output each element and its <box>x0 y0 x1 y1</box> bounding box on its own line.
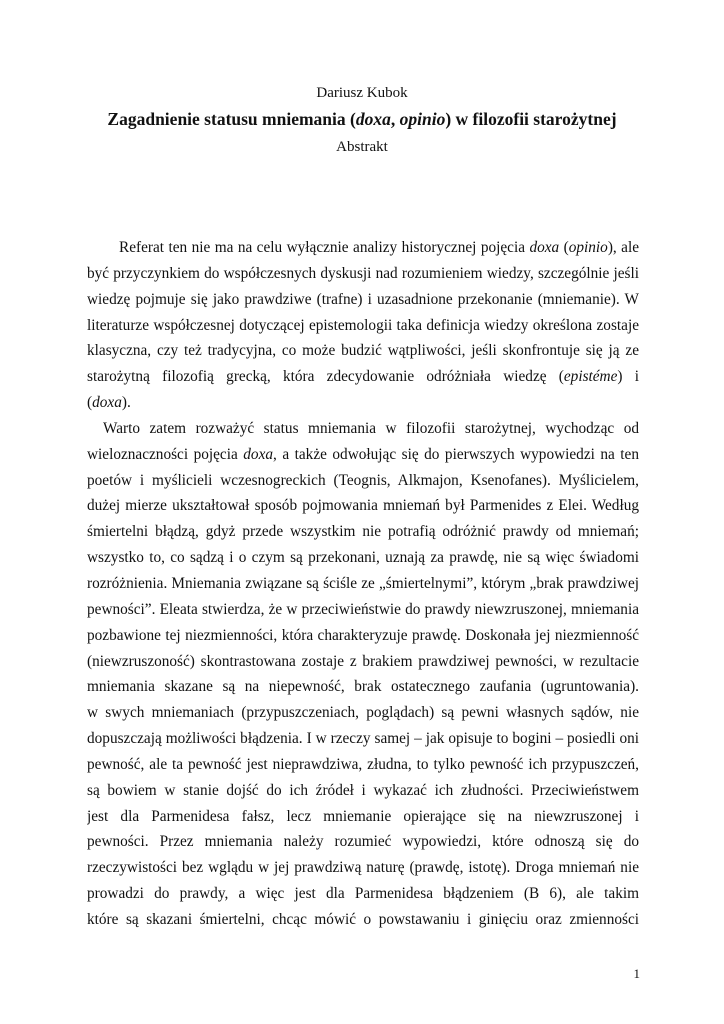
text-run: wieloznaczności pojęcia <box>87 445 244 463</box>
title-part-1: Zagadnienie statusu mniemania ( <box>107 109 356 129</box>
title-part-2: ) w filozofii starożytnej <box>445 109 617 129</box>
text-line <box>87 390 639 416</box>
text-run: ) i <box>617 368 639 386</box>
text-line: Warto zatem rozważyć status mniemania w filozofii starożytnej, wychodząc od <box>103 419 639 437</box>
text-line <box>87 364 639 390</box>
italic-term: doxa <box>92 394 122 412</box>
title-comma: , <box>390 109 400 129</box>
italic-term: doxa <box>243 445 274 463</box>
title-doxa: doxa <box>355 109 391 129</box>
text-line: pewność, ale ta pewność jest nieprawdziwa, złudna, to tylko pewność ich przypuszczeń, <box>87 755 639 773</box>
text-line: pewności”. Eleata stwierdza, że w przeciwieństwie do prawdy niewzruszonej, mniemania <box>87 600 639 618</box>
text-run: ( <box>559 239 569 256</box>
text-line: dopuszczają możliwości błądzenia. I w rzeczy samej – jak opisuje to bogini – posiedli oni <box>87 730 639 748</box>
italic-term: epistéme <box>563 368 618 386</box>
text-run: ( <box>87 394 93 412</box>
text-line: są bowiem w stanie dojść do ich źródeł i wykazać ich złudności. Przeciwieństwem <box>87 781 639 799</box>
text-line: które są skazani śmiertelni, chcąc mówić o powstawaniu i ginięciu oraz zmienności <box>87 910 639 928</box>
text-line <box>87 235 639 261</box>
text-line: dużej mierze ukształtował sposób pojmowania mniemań był Parmenides z Elei. Według <box>87 497 639 515</box>
abstract-body <box>87 235 639 933</box>
text-line: klasyczna, czy też tradycyjna, co może budzić wątpliwości, jeśli skonfrontuje się ją ze <box>87 342 639 360</box>
page-number: 1 <box>633 966 640 981</box>
text-line: pewności. Przez mniemania należy rozumieć wypowiedzi, które odnoszą się do <box>87 833 639 851</box>
text-line: pozbawione tej niezmienności, która charakteryzuje prawdę. Doskonała jej niezmienność <box>87 626 639 644</box>
text-line: w swych mniemaniach (przypuszczeniach, poglądach) są pewni własnych sądów, nie <box>87 704 639 722</box>
text-line: rzeczywistości bez wglądu w jej prawdziwą naturę (prawdę, istotę). Droga mniemań nie <box>87 859 639 877</box>
text-line: jest dla Parmenidesa fałsz, lecz mniemanie opierające się na niewzruszonej i <box>87 807 639 825</box>
text-line: rozróżnienia. Mniemania związane są ściśle ze „śmiertelnymi”, którym „brak prawdziwej <box>87 574 639 592</box>
title-opinio: opinio <box>399 109 446 129</box>
text-line: wiedzę pojmuje się jako prawdziwe (trafne) i uzasadnione przekonanie (mniemanie). W <box>87 290 639 308</box>
text-line: prowadzi do prawdy, a więc jest dla Parmenidesa błądzeniem (B 6), ale takim <box>87 885 639 903</box>
text-line: poetów i myślicieli wczesnogreckich (Teognis, Alkmajon, Ksenofanes). Myślicielem, <box>87 471 639 489</box>
text-run: ). <box>121 394 131 412</box>
italic-term: opinio <box>568 239 608 256</box>
text-line: wszystko to, co sądzą i o czym są przekonani, uznają za prawdę, nie są więc świadomi <box>87 549 639 567</box>
text-line <box>87 442 639 468</box>
text-run: starożytną filozofią grecką, która zdecydowanie odróżniała wiedzę ( <box>87 368 564 386</box>
author-name: Dariusz Kubok <box>316 85 408 101</box>
text-run: Referat ten nie ma na celu wyłącznie analizy historycznej pojęcia <box>119 239 530 256</box>
paper-title <box>0 107 724 131</box>
text-line: mniemania skazane są na niepewność, brak ostatecznego zaufania (ugruntowania). <box>87 678 639 696</box>
text-run: ), ale <box>607 239 639 256</box>
text-run: , a także odwołując się do pierwszych wypowiedzi na ten <box>273 445 639 463</box>
text-line: literaturze współczesnej dotyczącej epistemologii taka definicja wiedzy określona zostaje <box>87 316 639 334</box>
text-line: być przyczynkiem do współczesnych dyskusji nad rozumieniem wiedzy, szczególnie jeśli <box>87 264 639 282</box>
abstract-heading: Abstrakt <box>336 139 388 155</box>
italic-term: doxa <box>529 239 560 256</box>
text-line: (niewzruszoność) skontrastowana zostaje z brakiem prawdziwej pewności, w rezultacie <box>87 652 639 670</box>
text-line: śmiertelni błądzą, gdyż przede wszystkim nie potrafią odróżnić prawdy od mniemań; <box>87 523 639 541</box>
